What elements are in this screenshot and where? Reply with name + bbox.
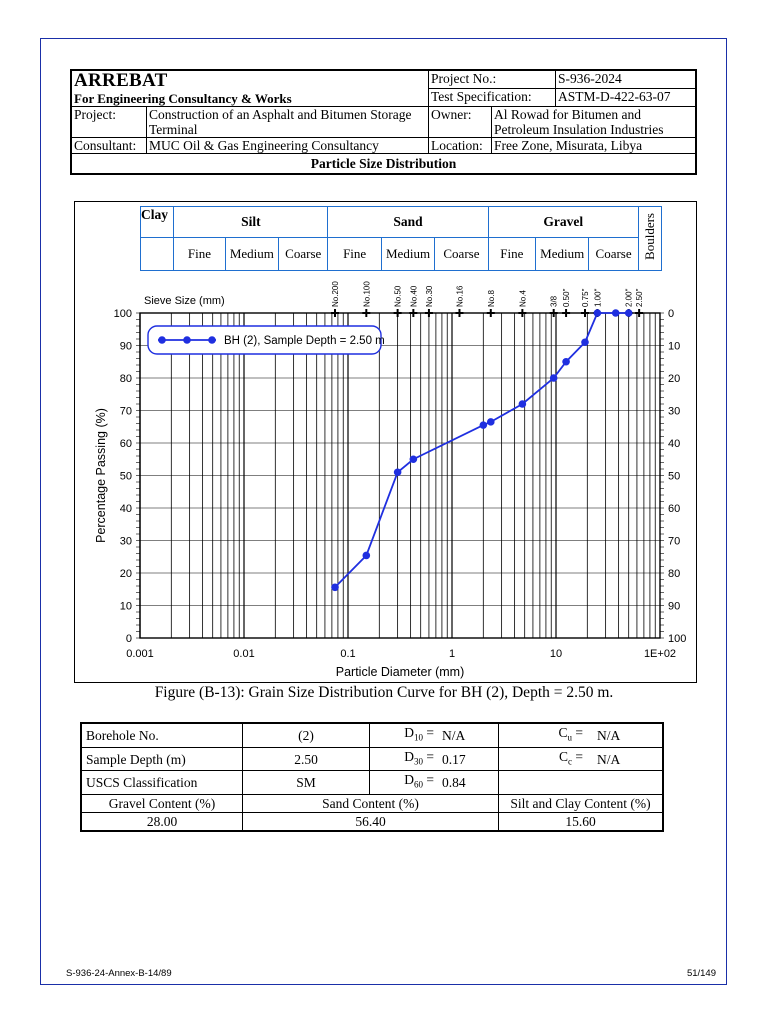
gravel-coarse: Coarse bbox=[589, 238, 638, 271]
gravel-content-value: 28.00 bbox=[81, 813, 243, 832]
project-no: S-936-2024 bbox=[556, 70, 697, 89]
y2-tick-label: 30 bbox=[668, 405, 681, 418]
project-no-label: Project No.: bbox=[429, 70, 556, 89]
y-tick-label: 10 bbox=[119, 600, 132, 613]
sieve-label: 0.50" bbox=[562, 288, 572, 307]
y-tick-label: 60 bbox=[119, 438, 132, 450]
borehole-value: (2) bbox=[243, 723, 370, 747]
sieve-label: No.200 bbox=[331, 281, 341, 307]
cc-label: $C_c$ = bbox=[499, 747, 588, 771]
y-tick-label: 0 bbox=[125, 633, 132, 645]
test-spec: ASTM-D-422-63-07 bbox=[556, 89, 697, 107]
sand-content-label: Sand Content (%) bbox=[243, 795, 499, 813]
sieve-label: No.50 bbox=[393, 285, 403, 307]
x-axis-label: Particle Diameter (mm) bbox=[335, 665, 465, 679]
data-point bbox=[410, 455, 418, 463]
y-tick-label: 70 bbox=[119, 405, 132, 418]
siltclay-content-value: 15.60 bbox=[499, 813, 664, 832]
sieve-label: No.4 bbox=[518, 290, 528, 307]
borehole-label: Borehole No. bbox=[81, 723, 243, 747]
company-name: ARREBAT bbox=[74, 70, 168, 91]
silt-fine: Fine bbox=[174, 238, 225, 271]
sieve-label: 2.50" bbox=[635, 288, 645, 307]
data-point bbox=[594, 309, 602, 317]
x-tick-label: 1 bbox=[448, 648, 456, 660]
data-point bbox=[394, 468, 402, 476]
y-tick-label: 20 bbox=[119, 568, 132, 580]
silt-coarse: Coarse bbox=[279, 238, 328, 271]
y2-tick-label: 0 bbox=[668, 308, 675, 320]
cu-label: $C_u$ = bbox=[499, 723, 588, 747]
sand-medium: Medium bbox=[381, 238, 434, 271]
x-tick-label: 0.1 bbox=[340, 648, 356, 660]
legend-marker bbox=[158, 336, 166, 344]
company-subtitle: For Engineering Consultancy & Works bbox=[74, 91, 292, 106]
y2-tick-label: 40 bbox=[668, 438, 681, 450]
sieve-label: No.40 bbox=[409, 285, 419, 307]
silt-medium: Medium bbox=[225, 238, 278, 271]
legend-marker bbox=[183, 336, 191, 344]
footer-page-number: 51/149 bbox=[686, 968, 716, 979]
data-point bbox=[581, 338, 589, 346]
x-tick-label: 1E+02 bbox=[643, 648, 677, 660]
legend-marker bbox=[208, 336, 216, 344]
empty-cell bbox=[499, 771, 664, 795]
y-axis-label: Percentage Passing (%) bbox=[94, 408, 108, 543]
y2-tick-label: 100 bbox=[668, 633, 687, 645]
y2-tick-label: 60 bbox=[668, 503, 681, 515]
owner-value: Al Rowad for Bitumen and Petroleum Insulation Industries bbox=[494, 107, 664, 137]
data-point bbox=[562, 358, 570, 366]
test-spec-label: Test Specification: bbox=[429, 89, 556, 107]
gravel-fine: Fine bbox=[488, 238, 535, 271]
sand-coarse: Coarse bbox=[435, 238, 488, 271]
d60-value: 0.84 bbox=[438, 771, 499, 795]
sieve-label: No.8 bbox=[486, 290, 496, 307]
siltclay-content-label: Silt and Clay Content (%) bbox=[499, 795, 664, 813]
uscs-label: USCS Classification bbox=[81, 771, 243, 795]
depth-label: Sample Depth (m) bbox=[81, 747, 243, 771]
uscs-value: SM bbox=[243, 771, 370, 795]
data-point bbox=[519, 400, 527, 408]
sieve-label: 0.75" bbox=[580, 288, 590, 307]
gravel-medium: Medium bbox=[536, 238, 589, 271]
sieve-label: 2.00" bbox=[624, 288, 634, 307]
y-tick-label: 50 bbox=[119, 470, 132, 483]
sand-label: Sand bbox=[328, 207, 488, 238]
y-tick-label: 90 bbox=[119, 340, 132, 353]
project-label: Project: bbox=[72, 107, 147, 137]
consultant-value: MUC Oil & Gas Engineering Consultancy bbox=[149, 138, 379, 153]
y2-tick-label: 50 bbox=[668, 470, 681, 483]
owner-label: Owner: bbox=[429, 107, 492, 137]
sand-fine: Fine bbox=[328, 238, 381, 271]
sieve-axis-label: Sieve Size (mm) bbox=[144, 295, 225, 307]
report-title: Particle Size Distribution bbox=[71, 154, 696, 175]
y-tick-label: 30 bbox=[119, 535, 132, 548]
location-label: Location: bbox=[429, 138, 492, 153]
clay-label: Clay bbox=[141, 207, 174, 238]
project-value: Construction of an Asphalt and Bitumen Storage Terminal bbox=[149, 107, 412, 137]
sand-content-value: 56.40 bbox=[243, 813, 499, 832]
data-point bbox=[363, 552, 371, 560]
x-tick-label: 10 bbox=[549, 648, 563, 660]
sieve-label: No.100 bbox=[362, 281, 372, 307]
figure-caption: Figure (B-13): Grain Size Distribution Curve for BH (2), Depth = 2.50 m. bbox=[154, 684, 614, 701]
d10-label: $D_{10}$ = bbox=[370, 723, 439, 747]
d60-label: $D_{60}$ = bbox=[370, 771, 439, 795]
cc-value: N/A bbox=[587, 747, 663, 771]
sieve-label: No.30 bbox=[424, 285, 434, 307]
cu-value: N/A bbox=[587, 723, 663, 747]
data-point bbox=[550, 374, 558, 382]
sieve-label: 1.00" bbox=[593, 288, 603, 307]
y2-tick-label: 80 bbox=[668, 568, 681, 580]
data-point bbox=[625, 309, 633, 317]
y2-tick-label: 20 bbox=[668, 373, 681, 385]
summary-table bbox=[80, 722, 664, 832]
x-tick-label: 0.01 bbox=[233, 648, 255, 660]
d10-value: N/A bbox=[438, 723, 499, 747]
d30-label: $D_{30}$ = bbox=[370, 747, 439, 771]
data-point bbox=[487, 418, 495, 426]
y-tick-label: 80 bbox=[119, 373, 132, 385]
sieve-label: No.16 bbox=[455, 285, 465, 307]
y-tick-label: 40 bbox=[119, 503, 132, 515]
data-point bbox=[480, 421, 488, 429]
legend-label: BH (2), Sample Depth = 2.50 m bbox=[224, 335, 385, 347]
y-tick-label: 100 bbox=[113, 308, 132, 320]
silt-label: Silt bbox=[174, 207, 328, 238]
footer-doc-id: S-936-24-Annex-B-14/89 bbox=[66, 968, 172, 979]
gravel-content-label: Gravel Content (%) bbox=[81, 795, 243, 813]
y2-tick-label: 10 bbox=[668, 340, 681, 353]
data-point bbox=[612, 309, 620, 317]
boulders-label: Boulders bbox=[641, 213, 657, 260]
gravel-label: Gravel bbox=[488, 207, 638, 238]
y2-tick-label: 90 bbox=[668, 600, 681, 613]
x-tick-label: 0.001 bbox=[126, 648, 154, 660]
d30-value: 0.17 bbox=[438, 747, 499, 771]
consultant-label: Consultant: bbox=[72, 138, 147, 153]
sieve-label: 3/8 bbox=[549, 295, 559, 307]
location-value: Free Zone, Misurata, Libya bbox=[494, 138, 643, 153]
y2-tick-label: 70 bbox=[668, 535, 681, 548]
data-point bbox=[331, 584, 339, 592]
depth-value: 2.50 bbox=[243, 747, 370, 771]
